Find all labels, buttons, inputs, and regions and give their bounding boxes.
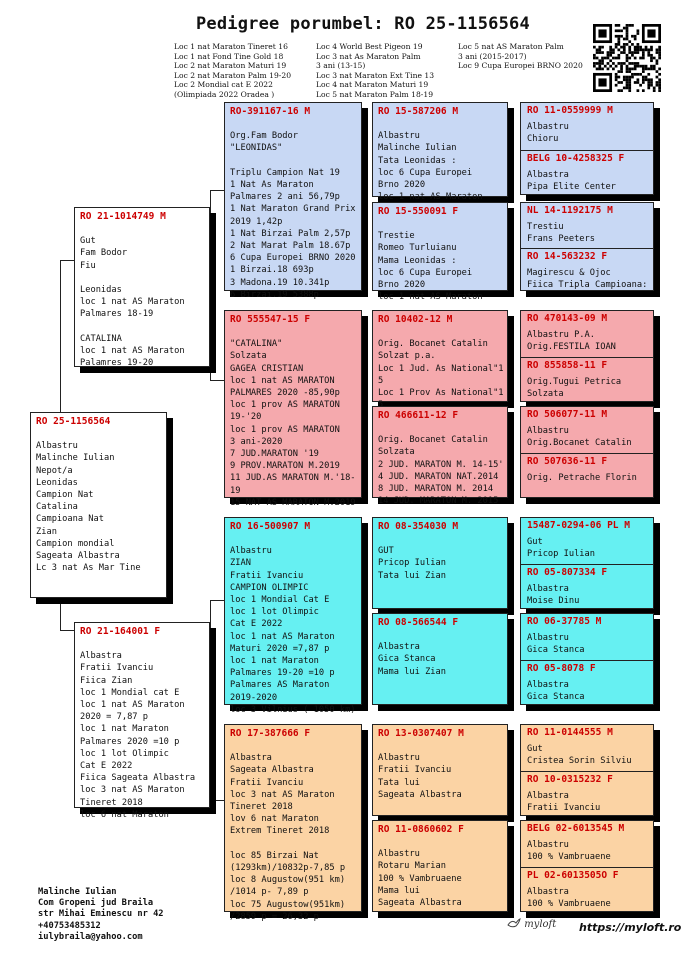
pedigree-line: Albastra — [527, 584, 569, 594]
pedigree-line — [230, 326, 356, 338]
pedigree-line: Tineret 2018 — [80, 797, 143, 808]
pedigree-line: loc 6 Cupa Europei — [378, 267, 473, 278]
pedigree-box-gen4 — [520, 310, 654, 402]
pedigree-line: Lc 3 nat As Mar Tine — [36, 563, 141, 574]
connector-line — [60, 630, 74, 631]
ancestor-entry — [521, 821, 653, 867]
pedigree-line — [36, 428, 161, 440]
pedigree-line: Palmares 2 ani 56,79p — [230, 192, 340, 203]
pedigree-line: Albastru — [527, 426, 569, 436]
pedigree-line — [378, 326, 502, 338]
pedigree-line: /2859 p = 26,32 p — [230, 911, 319, 922]
pedigree-line: loc 1 nat AS Maraton — [230, 631, 335, 642]
pedigree-line: Albastra — [527, 791, 569, 801]
pedigree-line: /1014 p- 7,89 p — [230, 887, 309, 898]
achievements-column-2 — [316, 42, 434, 99]
achievement-line: (Olimpiada 2022 Oradea ) — [174, 89, 275, 99]
pedigree-line: 3 Madona.19 10.341p — [230, 277, 330, 288]
ring-number: RO-391167-16 M — [230, 106, 311, 117]
pedigree-line: Gica Stanca — [527, 692, 585, 703]
pedigree-line: Tata lui Zian — [378, 570, 446, 581]
ring-number: RO 15-550091 F — [378, 206, 459, 217]
ring-number: RO 466611-12 F — [378, 410, 459, 421]
owner-name: Malinche Iulian — [38, 887, 117, 897]
pedigree-line: Malinche Iulian — [36, 453, 115, 464]
pedigree-line: 6 Cupa Europei BRNO 2020 — [230, 253, 356, 264]
pedigree-line: loc 1 nat Maraton — [230, 656, 319, 667]
pedigree-line — [378, 629, 502, 641]
ring-number: RO 08-566544 F — [378, 617, 459, 628]
logo-text: myloft — [524, 919, 557, 930]
pedigree-line: Loc 1 Prov As National"1 — [378, 388, 504, 398]
website-link[interactable]: https://myloft.ro — [579, 921, 682, 934]
pedigree-line — [230, 740, 356, 752]
pedigree-line: Cat E 2022 — [80, 761, 133, 772]
pedigree-box-sds — [372, 310, 508, 402]
pedigree-line: Orig. Petrache Florin — [527, 473, 637, 483]
ring-number: RO 470143-09 M — [527, 313, 608, 324]
pedigree-line: Mama lui Zian — [378, 666, 446, 677]
pedigree-line: CATALINA — [80, 333, 122, 344]
pedigree-line: Campion Nat — [36, 490, 94, 500]
pedigree-line: 8 JUD. MARATON M. 2014 — [378, 484, 494, 494]
achievement-line: Loc 2 Mondial cat E 2022 — [174, 80, 273, 89]
pedigree-line: Albastru — [527, 840, 569, 850]
ancestor-entry — [521, 867, 653, 913]
pedigree-box-ddd — [372, 820, 508, 912]
pedigree-line: Solzata — [378, 447, 415, 458]
pedigree-line — [80, 321, 204, 333]
pedigree-line — [80, 272, 204, 284]
pedigree-line: Maturi 2020 =7,87 p — [230, 643, 330, 654]
pedigree-line: loc 1 Mondial Cat E — [230, 595, 330, 605]
pedigree-line: Cristea Sorin Silviu — [527, 756, 632, 767]
pedigree-line: Albastru — [230, 546, 272, 557]
ring-number: RO 11-0860602 F — [378, 824, 464, 835]
pedigree-line: 1 Nat As Maraton — [230, 179, 314, 190]
pedigree-line: Campion mondial — [36, 538, 115, 549]
pedigree-box-ssd — [372, 202, 508, 303]
pedigree-line: Gut — [80, 236, 96, 247]
pedigree-line: Fratii Ivanciu — [527, 803, 601, 814]
owner-email[interactable]: iulybraila@yahoo.com — [38, 931, 143, 942]
pedigree-line: ZIAN — [230, 558, 251, 569]
pedigree-line — [378, 836, 502, 848]
connector-line — [210, 190, 224, 191]
pedigree-line: Mama Leonidas : — [378, 255, 457, 266]
pedigree-line: Brno 2020 — [378, 180, 426, 190]
ring-number: RO 21-164001 F — [80, 626, 161, 637]
achievement-line: Loc 2 nat Maraton Palm 19-20 — [174, 70, 292, 80]
pedigree-line — [378, 740, 502, 752]
ring-number: NL 14-1192175 M — [527, 205, 613, 216]
pedigree-line: Catalina — [36, 502, 78, 513]
achievement-line: 3 ani (13-15) — [316, 61, 366, 70]
pedigree-line: Solzata — [527, 389, 564, 400]
pedigree-line: Cat E 2022 — [230, 619, 283, 630]
connector-line — [60, 260, 61, 412]
pedigree-line: Sageata Albastra — [378, 789, 462, 800]
pedigree-line: 11 JUD.AS MARATON M.'18- — [230, 473, 356, 484]
pedigree-line — [378, 422, 502, 434]
ancestor-entry — [521, 660, 653, 706]
owner-address-line: str Mihai Eminescu nr 42 — [38, 909, 164, 920]
pedigree-line: loc 6 Cupa Europei — [378, 167, 473, 178]
pedigree-line: 4 JUD. MARATON NAT.2014 — [378, 471, 499, 482]
ring-number: RO 08-354030 M — [378, 521, 459, 532]
achievement-line: 3 ani (2015-2017) — [458, 51, 527, 61]
pedigree-line: loc 1 nat AS Maraton — [80, 700, 185, 710]
pedigree-line: Leonidas — [36, 477, 78, 488]
pedigree-line: Gica Stanca — [527, 645, 585, 656]
pedigree-line: Mama lui — [378, 885, 420, 896]
ring-number: BELG 10-4258325 F — [527, 153, 625, 164]
pedigree-line: Albastru — [378, 849, 420, 860]
pedigree-box-gen4 — [520, 517, 654, 609]
pedigree-box-dss — [372, 517, 508, 609]
pedigree-line: Albastra — [527, 887, 569, 897]
pedigree-line: 100 % Vambruaene — [527, 852, 611, 863]
pedigree-line: Loc 1 Jud. As National"1 — [378, 363, 504, 374]
pedigree-line: loc 1 lot Olimpic — [80, 748, 169, 759]
ring-number: RO 05-8078 F — [527, 663, 596, 674]
pedigree-box-ds — [224, 517, 362, 715]
pedigree-line: 7 JUD.MARATON '19 — [230, 449, 319, 460]
pedigree-line: 2020 = 7,87 p — [80, 712, 148, 723]
pedigree-line: Orig.Tugui Petrica — [527, 377, 622, 387]
pedigree-line: Moise Dinu — [527, 596, 580, 607]
pedigree-line: 2 Nat Marat Palm 18.67p — [230, 241, 351, 251]
achievement-line: Loc 3 nat Maraton Ext Tine 13 — [316, 70, 435, 80]
pedigree-line — [378, 218, 502, 230]
pedigree-line — [378, 118, 502, 130]
pedigree-line: Fiica Sageata Albastra — [80, 773, 196, 784]
pedigree-line: Fiu — [80, 260, 96, 271]
ring-number: RO 11-0559999 M — [527, 105, 613, 116]
pedigree-line — [230, 118, 356, 130]
pedigree-line — [378, 533, 502, 545]
pedigree-line — [80, 223, 204, 235]
pedigree-line: GUT — [378, 546, 394, 557]
pedigree-line: Albastra — [80, 651, 122, 662]
pedigree-box-ss — [224, 102, 362, 300]
pedigree-line: Org.Fam Bodor — [230, 131, 298, 142]
pedigree-line: 14 JUD. MARATON M. 2015 — [378, 496, 499, 507]
ring-number: RO 555547-15 F — [230, 314, 311, 325]
page-title: Pedigree porumbel: RO 25-1156564 — [196, 14, 530, 34]
pedigree-line: Campioana Nat — [36, 514, 104, 525]
pedigree-box-dsd — [372, 613, 508, 705]
achievement-line: Loc 9 Cupa Europei BRNO 2020 — [458, 61, 583, 70]
ancestor-entry — [521, 203, 653, 248]
ring-number: RO 855858-11 F — [527, 360, 608, 371]
pedigree-line: 100 % Vambruaene — [378, 873, 462, 884]
pedigree-line: loc 3 nat AS Maraton — [230, 789, 335, 800]
achievements-column-1 — [174, 42, 291, 99]
ancestor-entry — [521, 357, 653, 403]
pedigree-line: 6 Birzai.19 5388p — [230, 289, 319, 300]
pedigree-box-sss — [372, 102, 508, 203]
achievement-line: Loc 1 nat Fond Tine Gold 18 — [174, 51, 284, 61]
ring-number: RO 17-387666 F — [230, 728, 311, 739]
pedigree-line — [230, 533, 356, 545]
pedigree-line: Sageata Albastra — [230, 765, 314, 776]
pedigree-line: Solzata — [230, 351, 267, 362]
pedigree-line: loc 1 nat Maraton — [80, 724, 169, 735]
pedigree-line: 100 % Vambruaene — [527, 899, 611, 910]
ancestor-entry — [521, 518, 653, 564]
pedigree-line: Tineret 2018 — [230, 802, 293, 812]
pedigree-line: Palmares 18-19 — [80, 309, 154, 320]
pedigree-line: Romeo Turluianu — [378, 243, 457, 254]
pedigree-line: PALMARES 2020 -85,90p — [230, 388, 340, 398]
pedigree-line: Fratii Ivanciu — [80, 663, 154, 674]
pedigree-line: (1293km)/10832p-7,85 p — [230, 863, 346, 873]
pedigree-line: 2019 1,42p — [230, 216, 283, 227]
pedigree-line: Brno 2020 — [378, 280, 426, 290]
connector-line — [210, 600, 224, 601]
pedigree-line: Leonidas — [80, 284, 122, 295]
ring-number: RO 06-37785 M — [527, 616, 602, 627]
ring-number: RO 10-0315232 F — [527, 774, 613, 785]
pedigree-line: Zian — [36, 526, 57, 537]
pedigree-line: "LEONIDAS" — [230, 143, 283, 154]
pedigree-line: Albastru — [527, 633, 569, 643]
ring-number: RO 25-1156564 — [36, 416, 111, 427]
pedigree-line: Tata Leonidas : — [378, 155, 457, 166]
ring-number: RO 21-1014749 M — [80, 211, 166, 222]
pedigree-line: Sageata Albastra — [378, 898, 462, 908]
pedigree-line: 2019-2020 — [230, 692, 278, 703]
pedigree-line: Orig.Bocanet Catalin — [527, 438, 632, 449]
pedigree-box-dds — [372, 724, 508, 816]
ancestor-entry — [521, 150, 653, 196]
pedigree-box-dd — [224, 724, 362, 922]
pedigree-line: Chioru — [527, 134, 559, 145]
pedigree-line: Trestiu — [527, 222, 564, 232]
pedigree-box-gen4 — [520, 820, 654, 912]
ancestor-entry — [521, 453, 653, 499]
ancestor-entry — [521, 103, 653, 150]
owner-contact — [38, 887, 164, 943]
pedigree-line: Pipa Elite Center — [527, 182, 616, 193]
pedigree-line: loc 1 nat AS Maraton — [378, 292, 483, 303]
pedigree-line: loc 1 nat AS Maraton — [378, 192, 483, 203]
pedigree-line: loc 6 nat Maraton — [80, 809, 169, 820]
pedigree-line: 9 PROV.MARATON M.2019 — [230, 461, 340, 472]
pedigree-line: 19-'20 — [230, 412, 262, 423]
pedigree-line: Pricop Iulian — [527, 549, 595, 560]
connector-line — [210, 380, 224, 381]
pedigree-line: Albastru — [378, 131, 420, 142]
pedigree-box-gen4 — [520, 613, 654, 705]
pedigree-line: lov 6 nat Maraton — [230, 814, 319, 825]
achievement-line: Loc 4 nat Maraton Maturi 19 — [316, 80, 429, 89]
pedigree-line: Albastru — [36, 441, 78, 452]
pedigree-line: Albastru P.A. — [527, 330, 595, 340]
pedigree-line: loc 3 Vilnius ( 1050 km) — [230, 704, 356, 715]
pedigree-line: loc 1 nat AS Maraton — [80, 297, 185, 308]
pedigree-line: Triplu Campion Nat 19 — [230, 167, 340, 178]
pedigree-line: Fratii Ivanciu — [230, 570, 304, 581]
ancestor-entry — [521, 311, 653, 357]
pedigree-line: Fam Bodor — [80, 248, 128, 259]
ring-number: PL 02-6013505O F — [527, 870, 619, 881]
ancestor-entry — [521, 248, 653, 292]
pedigree-line: Tata lui — [378, 777, 420, 788]
pedigree-line: Albastra — [527, 170, 569, 180]
pedigree-line: Palmares 19-20 =10 p — [230, 668, 335, 679]
pedigree-box-subject — [30, 412, 167, 598]
pedigree-line: Albastra — [527, 680, 569, 690]
pedigree-line: Albastra — [378, 642, 420, 653]
pedigree-line: Palmares 2020 =10 p — [80, 736, 180, 747]
ring-number: RO 10402-12 M — [378, 314, 453, 325]
bird-icon — [507, 917, 521, 929]
pedigree-line: Orig. Bocanet Catalin — [378, 339, 488, 350]
pedigree-line: loc 8 Augustow(951 km) — [230, 875, 346, 886]
pedigree-box-gen4 — [520, 724, 654, 816]
pedigree-line: Palmares AS Maraton — [230, 680, 330, 691]
ancestor-entry — [521, 771, 653, 817]
pedigree-line: Fiica Tripla Campioana: — [527, 280, 648, 291]
pedigree-line: 1 Nat Birzai Palm 2,57p — [230, 228, 351, 239]
pedigree-line: 5 — [378, 375, 384, 386]
myloft-logo — [507, 917, 556, 930]
pedigree-line — [230, 155, 356, 167]
qr-code-icon — [593, 24, 661, 92]
pedigree-line: loc 1 nat AS MARATON — [230, 375, 335, 386]
achievements-column-3 — [458, 42, 583, 71]
pedigree-line: Frans Peeters — [527, 234, 595, 245]
pedigree-line: Extrem Tineret 2018 — [230, 826, 330, 837]
ring-number: RO 506077-11 M — [527, 409, 608, 420]
pedigree-line — [80, 638, 204, 650]
achievement-line: Loc 1 nat Maraton Tineret 16 — [174, 42, 288, 51]
pedigree-line: loc 1 prov AS MARATON — [230, 424, 340, 435]
pedigree-line: loc 1 prov AS MARATON — [230, 400, 340, 411]
pedigree-line: Rotaru Marian — [378, 861, 446, 872]
pedigree-line: GAGEA CRISTIAN — [230, 363, 304, 374]
connector-line — [60, 260, 74, 261]
pedigree-line: Albastra — [230, 753, 272, 764]
pedigree-box-gen4 — [520, 406, 654, 498]
pedigree-line: CAMPION OLIMPIC — [230, 582, 309, 593]
pedigree-line: loc 1 nat AS Maraton — [80, 345, 185, 356]
pedigree-line: Malinche Iulian — [378, 143, 457, 154]
pedigree-box-gen4 — [520, 202, 654, 291]
pedigree-box-sdd — [372, 406, 508, 507]
ring-number: 15487-0294-06 PL M — [527, 520, 630, 531]
pedigree-box-dam — [74, 622, 210, 820]
pedigree-line: Albastru — [527, 122, 569, 132]
pedigree-line: Magirescu & Ojoc — [527, 268, 611, 278]
achievement-line: Loc 3 nat As Maraton Palm — [316, 51, 421, 61]
owner-address-line: Com Gropeni jud Braila — [38, 898, 154, 909]
pedigree-line: loc 3 nat AS Maraton — [80, 785, 185, 796]
ancestor-entry — [521, 407, 653, 453]
pedigree-line: loc 75 Augustow(951km) — [230, 899, 346, 910]
pedigree-line: Gica Stanca — [378, 654, 436, 665]
pedigree-line: 3 ani-2020 — [230, 436, 283, 447]
ring-number: RO 507636-11 F — [527, 456, 608, 467]
pedigree-line: Nepot/a — [36, 465, 73, 476]
pedigree-line: 1 Nat Maraton Grand Prix — [230, 204, 356, 215]
pedigree-line: 19 — [230, 485, 241, 496]
pedigree-line: Orig.FESTILA IOAN — [527, 342, 616, 353]
ring-number: RO 16-500907 M — [230, 521, 311, 532]
owner-phone: +40753485312 — [38, 920, 101, 931]
pedigree-line: Fiica Zian — [80, 675, 133, 686]
pedigree-line: Albastru — [378, 753, 420, 764]
achievement-line: Loc 4 World Best Pigeon 19 — [316, 42, 423, 51]
pedigree-line — [230, 838, 356, 850]
connector-line — [210, 600, 211, 800]
ring-number: RO 11-0144555 M — [527, 727, 613, 738]
achievement-line: Loc 5 nat AS Maraton Palm — [458, 42, 564, 51]
ring-number: RO 14-563232 F — [527, 251, 608, 262]
ring-number: RO 13-0307407 M — [378, 728, 464, 739]
ancestor-entry — [521, 614, 653, 660]
pedigree-box-sire — [74, 207, 210, 367]
pedigree-line: loc 1 lot Olimpic — [230, 607, 319, 618]
ancestor-entry — [521, 725, 653, 771]
pedigree-line: Fratii Ivanciu — [230, 777, 304, 788]
pedigree-line: Palamres 19-20 — [80, 358, 154, 369]
pedigree-box-gen4 — [520, 102, 654, 195]
pedigree-line: 15 NAT AS MARATON M.2019 — [230, 497, 356, 508]
ring-number: RO 05-807334 F — [527, 567, 608, 578]
connector-line — [210, 190, 211, 380]
pedigree-line: "CATALINA" — [230, 339, 283, 350]
pedigree-line: Solzat p.a. — [378, 351, 436, 362]
pedigree-line: Gut — [527, 537, 543, 547]
pedigree-line: Pricop Iulian — [378, 558, 446, 569]
pedigree-line: loc 1 Mondial cat E — [80, 687, 180, 698]
achievement-line: Loc 2 nat Maraton Maturi 19 — [174, 61, 287, 70]
connector-line — [210, 800, 224, 801]
pedigree-line: Fratii Ivanciu — [378, 765, 452, 776]
pedigree-box-sd — [224, 310, 362, 508]
pedigree-line: Trestie — [378, 231, 415, 242]
pedigree-line: Gut — [527, 744, 543, 754]
pedigree-line: loc 85 Birzai Nat — [230, 850, 319, 861]
ancestor-entry — [521, 564, 653, 610]
pedigree-line: 2 JUD. MARATON M. 14-15' — [378, 459, 504, 470]
ring-number: BELG 02-6013545 M — [527, 823, 625, 834]
pedigree-line: 1 Birzai.18 693p — [230, 265, 314, 276]
pedigree-line: Sageata Albastra — [36, 551, 120, 562]
achievement-line: Loc 5 nat Maraton Palm 18-19 — [316, 89, 434, 99]
ring-number: RO 15-587206 M — [378, 106, 459, 117]
pedigree-line: Orig. Bocanet Catalin — [378, 435, 488, 446]
